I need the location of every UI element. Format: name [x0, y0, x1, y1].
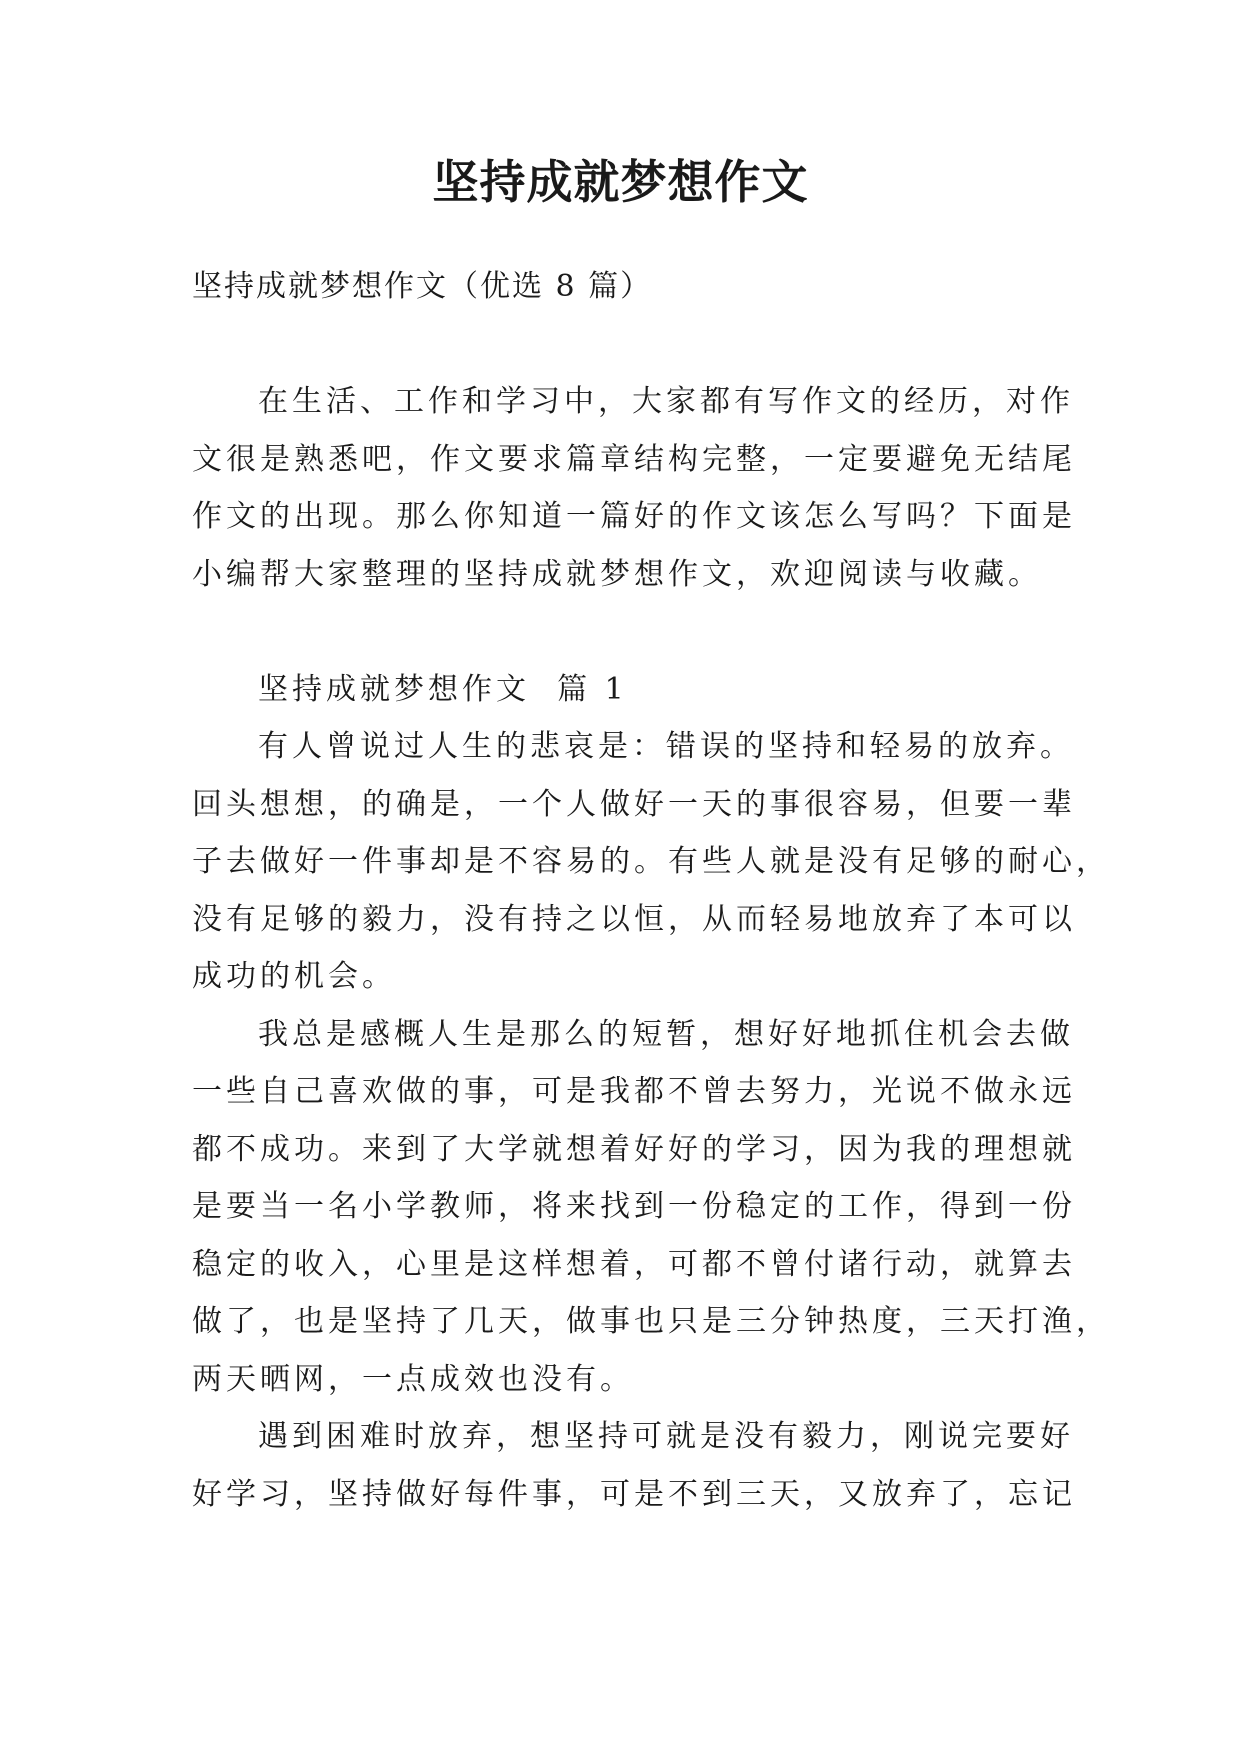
paragraph-line: 成功的机会。 [192, 959, 396, 994]
paragraph-line: 子去做好一件事却是不容易的。有些人就是没有足够的耐心， [192, 844, 1110, 879]
body-paragraph-3 [192, 1408, 1076, 1523]
paragraph-line: 我总是感概人生是那么的短暂，想好好地抓住机会去做 [258, 1016, 1074, 1052]
intro-paragraph [192, 373, 1076, 603]
paragraph-line: 回头想想，的确是，一个人做好一天的事很容易，但要一辈 [192, 786, 1076, 822]
section-heading: 坚持成就梦想作文 篇 1 [258, 671, 628, 707]
paragraph-line: 做了，也是坚持了几天，做事也只是三分钟热度，三天打渔， [192, 1304, 1110, 1339]
document-subtitle: 坚持成就梦想作文（优选 8 篇） [192, 269, 653, 304]
body-paragraph-2 [192, 1006, 1110, 1409]
document-body [192, 258, 1110, 1523]
paragraph-line: 遇到困难时放弃，想坚持可就是没有毅力，刚说完要好 [258, 1419, 1074, 1454]
paragraph-line: 作文的出现。那么你知道一篇好的作文该怎么写吗？下面是 [192, 499, 1076, 534]
paragraph-line: 有人曾说过人生的悲哀是：错误的坚持和轻易的放弃。 [258, 729, 1074, 764]
paragraph-line: 一些自己喜欢做的事，可是我都不曾去努力，光说不做永远 [192, 1074, 1076, 1109]
paragraph-line: 小编帮大家整理的坚持成就梦想作文，欢迎阅读与收藏。 [192, 556, 1042, 592]
paragraph-line: 两天晒网，一点成效也没有。 [192, 1361, 634, 1397]
document-title: 坚持成就梦想作文 [432, 155, 809, 209]
paragraph-line: 文很是熟悉吧，作文要求篇章结构完整，一定要避免无结尾 [192, 441, 1076, 477]
paragraph-line: 好学习，坚持做好每件事，可是不到三天，又放弃了，忘记 [192, 1476, 1076, 1512]
blank-line [192, 603, 1072, 661]
body-paragraph-1 [192, 718, 1110, 1006]
blank-line [192, 316, 1072, 374]
paragraph-line: 在生活、工作和学习中，大家都有写作文的经历，对作 [258, 384, 1074, 419]
paragraph-line: 没有足够的毅力，没有持之以恒，从而轻易地放弃了本可以 [192, 901, 1076, 937]
paragraph-line: 稳定的收入，心里是这样想着，可都不曾付诸行动，就算去 [192, 1246, 1076, 1282]
paragraph-line: 都不成功。来到了大学就想着好好的学习，因为我的理想就 [192, 1131, 1076, 1167]
paragraph-line: 是要当一名小学教师，将来找到一份稳定的工作，得到一份 [192, 1189, 1076, 1224]
